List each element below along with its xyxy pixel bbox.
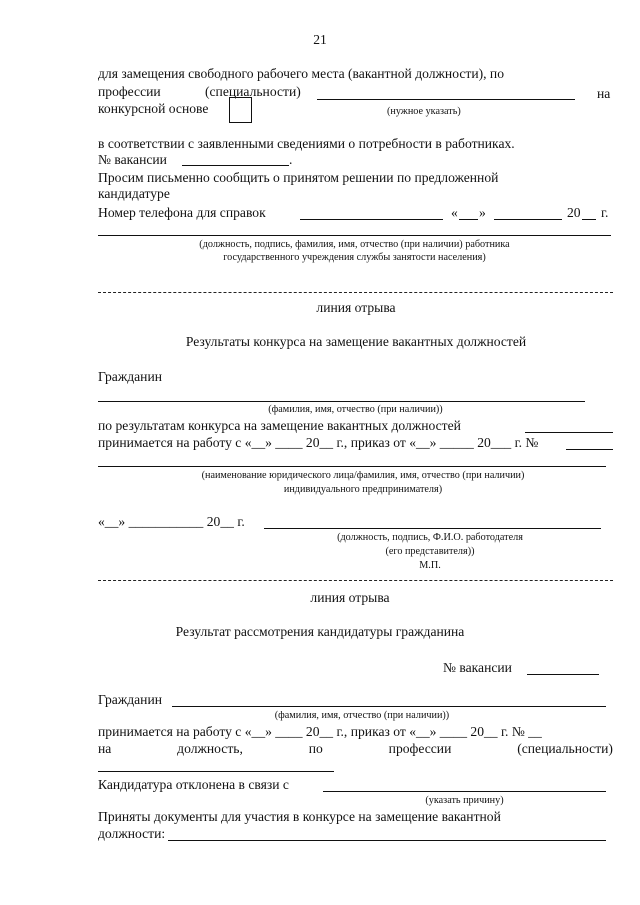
reason-caption: (указать причину) xyxy=(425,795,504,806)
request-line-2: кандидатуре xyxy=(98,186,170,201)
employer-caption-1: (наименование юридического лица/фамилия, имя, отчество (при наличии) xyxy=(201,470,525,481)
accordance-line: в соответствии с заявленными сведениями о потребности в работниках. xyxy=(98,136,515,151)
hired-line: принимается на работу с «__» ____ 20__ г., приказ от «__» ____ 20__ г. № __ xyxy=(98,724,542,739)
competition-label: конкурсной основе xyxy=(98,101,209,116)
reason-blank[interactable] xyxy=(323,791,606,792)
vacancy-label: № вакансии xyxy=(98,152,167,167)
phone-month-blank[interactable] xyxy=(494,219,562,220)
citizen-name-blank[interactable] xyxy=(98,401,585,402)
phone-year-suffix: г. xyxy=(601,205,609,220)
signature-line[interactable] xyxy=(98,235,611,236)
profession-word: профессии xyxy=(98,84,161,99)
documents-blank[interactable] xyxy=(168,840,606,841)
hired-line: принимается на работу с «__» ____ 20__ г., приказ от «__» _____ 20___ г. № xyxy=(98,435,539,450)
tearoff-dashed-line xyxy=(98,292,613,293)
request-line-1: Просим письменно сообщить о принятом решении по предложенной xyxy=(98,170,499,185)
position-word: на xyxy=(98,741,112,756)
phone-year-blank[interactable] xyxy=(582,219,596,220)
page-number: 21 xyxy=(313,32,327,47)
stamp-label: М.П. xyxy=(419,560,441,571)
section-title: Результаты конкурса на замещение вакантных должностей xyxy=(185,334,527,349)
vacancy-end: . xyxy=(289,152,293,167)
section-title: Результат рассмотрения кандидатуры гражданина xyxy=(175,624,465,639)
order-number-blank[interactable] xyxy=(566,449,613,450)
phone-year-prefix: 20 xyxy=(567,205,581,220)
fio-caption: (фамилия, имя, отчество (при наличии)) xyxy=(268,404,443,415)
position-word: (специальности) xyxy=(517,741,613,756)
sign-caption-1: (должность, подпись, Ф.И.О. работодателя xyxy=(337,532,523,543)
date-left: «__» ___________ 20__ г. xyxy=(98,514,245,529)
citizen-name-blank[interactable] xyxy=(172,706,606,707)
na-word: на xyxy=(597,86,611,101)
phone-label: Номер телефона для справок xyxy=(98,205,266,220)
competition-checkbox[interactable] xyxy=(229,97,252,123)
employer-caption-2: индивидуального предпринимателя) xyxy=(283,484,443,495)
vacancy-label: № вакансии xyxy=(443,660,512,675)
docs-line-2: должности: xyxy=(98,826,166,841)
citizen-label: Гражданин xyxy=(98,369,162,384)
docs-line-1: Приняты документы для участия в конкурсе на замещение вакантной xyxy=(98,809,501,824)
specify-hint: (нужное указать) xyxy=(387,106,461,117)
results-blank[interactable] xyxy=(525,432,613,433)
rejected-label: Кандидатура отклонена в связи с xyxy=(98,777,289,792)
profession-blank xyxy=(317,99,575,100)
employer-signature-blank[interactable] xyxy=(264,528,601,529)
specialty-word: (специальности) xyxy=(205,84,301,99)
phone-day-blank[interactable] xyxy=(459,219,478,220)
vacancy-number-blank[interactable] xyxy=(527,674,599,675)
fio-caption: (фамилия, имя, отчество (при наличии)) xyxy=(274,710,450,721)
position-blank[interactable] xyxy=(98,771,334,772)
line-text: для замещения свободного рабочего места (вакантной должности), по xyxy=(98,66,504,81)
caption-line-1: (должность, подпись, фамилия, имя, отчество (при наличии) работника xyxy=(199,239,510,250)
tearoff-label: линия отрыва xyxy=(310,590,390,605)
tearoff-label: линия отрыва xyxy=(316,300,396,315)
position-word: по xyxy=(308,741,323,756)
citizen-label: Гражданин xyxy=(98,692,162,707)
text-line-position xyxy=(98,66,613,82)
caption-line-2: государственного учреждения службы занятости населения) xyxy=(223,252,486,263)
phone-blank[interactable] xyxy=(300,219,443,220)
employer-name-blank[interactable] xyxy=(98,466,606,467)
vacancy-number-blank[interactable] xyxy=(182,165,289,166)
sign-caption-2: (его представителя)) xyxy=(385,546,475,557)
tearoff-dashed-line xyxy=(98,580,613,581)
results-line: по результатам конкурса на замещение вакантных должностей xyxy=(98,418,461,433)
position-word: профессии xyxy=(388,741,452,756)
phone-close-quote: » xyxy=(479,205,486,220)
position-line xyxy=(98,741,613,757)
position-word: должность, xyxy=(177,741,243,756)
phone-open-quote: « xyxy=(451,205,458,220)
